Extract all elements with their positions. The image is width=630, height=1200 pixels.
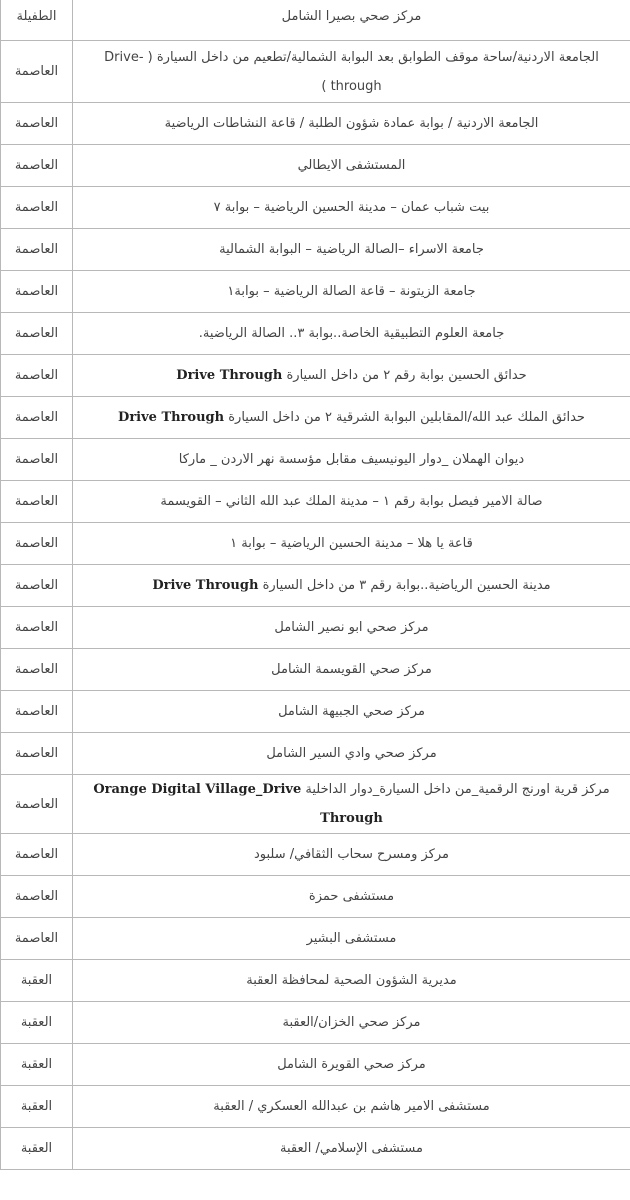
site-cell: جامعة الاسراء –الصالة الرياضية – البوابة الشمالية [73, 229, 630, 271]
governorate-cell: العاصمة [1, 145, 73, 187]
table-row [1, 145, 630, 187]
table-row [1, 481, 630, 523]
site-cell [73, 775, 630, 834]
table-row [1, 229, 630, 271]
site-cell: المستشفى الايطالي [73, 145, 630, 187]
table-row [1, 1128, 630, 1170]
drive-through-label: Drive Through [176, 368, 283, 383]
governorate-cell: العاصمة [1, 775, 73, 834]
table-row [1, 1002, 630, 1044]
site-cell: الجامعة الاردنية/ساحة موقف الطوابق بعد البوابة الشمالية/تطعيم من داخل السيارة ( Drive-through ) [73, 41, 630, 103]
table-row [1, 834, 630, 876]
table-row [1, 1086, 630, 1128]
site-cell [73, 355, 630, 397]
site-cell: ديوان الهملان _دوار اليونيسيف مقابل مؤسسة نهر الاردن _ ماركا [73, 439, 630, 481]
site-cell: صالة الامير فيصل بوابة رقم ١ – مدينة الملك عبد الله الثاني – القويسمة [73, 481, 630, 523]
table-row [1, 103, 630, 145]
site-cell: مركز صحي الخزان/العقبة [73, 1002, 630, 1044]
governorate-cell: العاصمة [1, 355, 73, 397]
site-cell: مستشفى الإسلامي/ العقبة [73, 1128, 630, 1170]
table-row [1, 565, 630, 607]
governorate-cell: العاصمة [1, 271, 73, 313]
table-row [1, 187, 630, 229]
table-row [1, 607, 630, 649]
governorate-cell: العاصمة [1, 876, 73, 918]
table-row [1, 775, 630, 834]
governorate-cell: العاصمة [1, 41, 73, 103]
governorate-cell: الطفيلة [1, 0, 73, 41]
site-cell [73, 565, 630, 607]
table-row [1, 523, 630, 565]
table-row [1, 960, 630, 1002]
governorate-cell: العاصمة [1, 313, 73, 355]
governorate-cell: العاصمة [1, 523, 73, 565]
governorate-cell: العقبة [1, 960, 73, 1002]
drive-through-label: Orange Digital Village_Drive Through [93, 782, 383, 826]
governorate-cell: العاصمة [1, 733, 73, 775]
table-row [1, 313, 630, 355]
governorate-cell: العاصمة [1, 565, 73, 607]
site-cell: قاعة يا هلا – مدينة الحسين الرياضية – بوابة ١ [73, 523, 630, 565]
table-row [1, 397, 630, 439]
table-row [1, 439, 630, 481]
site-cell: مديرية الشؤون الصحية لمحافظة العقبة [73, 960, 630, 1002]
site-cell: جامعة الزيتونة – قاعة الصالة الرياضية – بوابة١ [73, 271, 630, 313]
site-text: حدائق الحسين بوابة رقم ٢ من داخل السيارة [286, 368, 527, 383]
governorate-cell: العاصمة [1, 103, 73, 145]
table-row [1, 691, 630, 733]
site-cell: مركز صحي وادي السير الشامل [73, 733, 630, 775]
site-cell [73, 397, 630, 439]
site-cell: مستشفى الامير هاشم بن عبدالله العسكري / العقبة [73, 1086, 630, 1128]
site-text: مدينة الحسين الرياضية..بوابة رقم ٣ من داخل السيارة [262, 578, 551, 593]
governorate-cell: العاصمة [1, 834, 73, 876]
site-cell: مستشفى حمزة [73, 876, 630, 918]
drive-through-label: Drive Through [118, 410, 225, 425]
table-row [1, 918, 630, 960]
table-row [1, 355, 630, 397]
site-text: حدائق الملك عبد الله/المقابلين البوابة الشرقية ٢ من داخل السيارة [228, 410, 585, 425]
governorate-cell: العقبة [1, 1128, 73, 1170]
governorate-cell: العاصمة [1, 187, 73, 229]
governorate-cell: العقبة [1, 1002, 73, 1044]
governorate-cell: العقبة [1, 1044, 73, 1086]
governorate-cell: العاصمة [1, 439, 73, 481]
governorate-cell: العاصمة [1, 649, 73, 691]
governorate-cell: العاصمة [1, 481, 73, 523]
table-row [1, 41, 630, 103]
table-row [1, 733, 630, 775]
site-cell: مركز ومسرح سحاب الثقافي/ سلبود [73, 834, 630, 876]
drive-through-label: Drive Through [152, 578, 259, 593]
table-row [1, 271, 630, 313]
site-cell: مركز صحي القويسمة الشامل [73, 649, 630, 691]
site-cell: جامعة العلوم التطبيقية الخاصة..بوابة ٣.. الصالة الرياضية. [73, 313, 630, 355]
site-cell: مركز صحي بصيرا الشامل [73, 0, 630, 41]
site-cell: مركز صحي ابو نصير الشامل [73, 607, 630, 649]
table-row [1, 649, 630, 691]
site-cell: مستشفى البشير [73, 918, 630, 960]
governorate-cell: العاصمة [1, 918, 73, 960]
governorate-cell: العاصمة [1, 691, 73, 733]
table-row [1, 1044, 630, 1086]
site-text: مركز قرية اورنج الرقمية_من داخل السيارة_دوار الداخلية [305, 782, 610, 797]
site-cell: بيت شباب عمان – مدينة الحسين الرياضية – بوابة ٧ [73, 187, 630, 229]
governorate-cell: العاصمة [1, 607, 73, 649]
governorate-cell: العاصمة [1, 397, 73, 439]
governorate-cell: العاصمة [1, 229, 73, 271]
site-cell: الجامعة الاردنية / بوابة عمادة شؤون الطلبة / قاعة النشاطات الرياضية [73, 103, 630, 145]
site-cell: مركز صحي القويرة الشامل [73, 1044, 630, 1086]
table-row [1, 876, 630, 918]
table-row [1, 0, 630, 41]
governorate-cell: العقبة [1, 1086, 73, 1128]
site-cell: مركز صحي الجبيهة الشامل [73, 691, 630, 733]
